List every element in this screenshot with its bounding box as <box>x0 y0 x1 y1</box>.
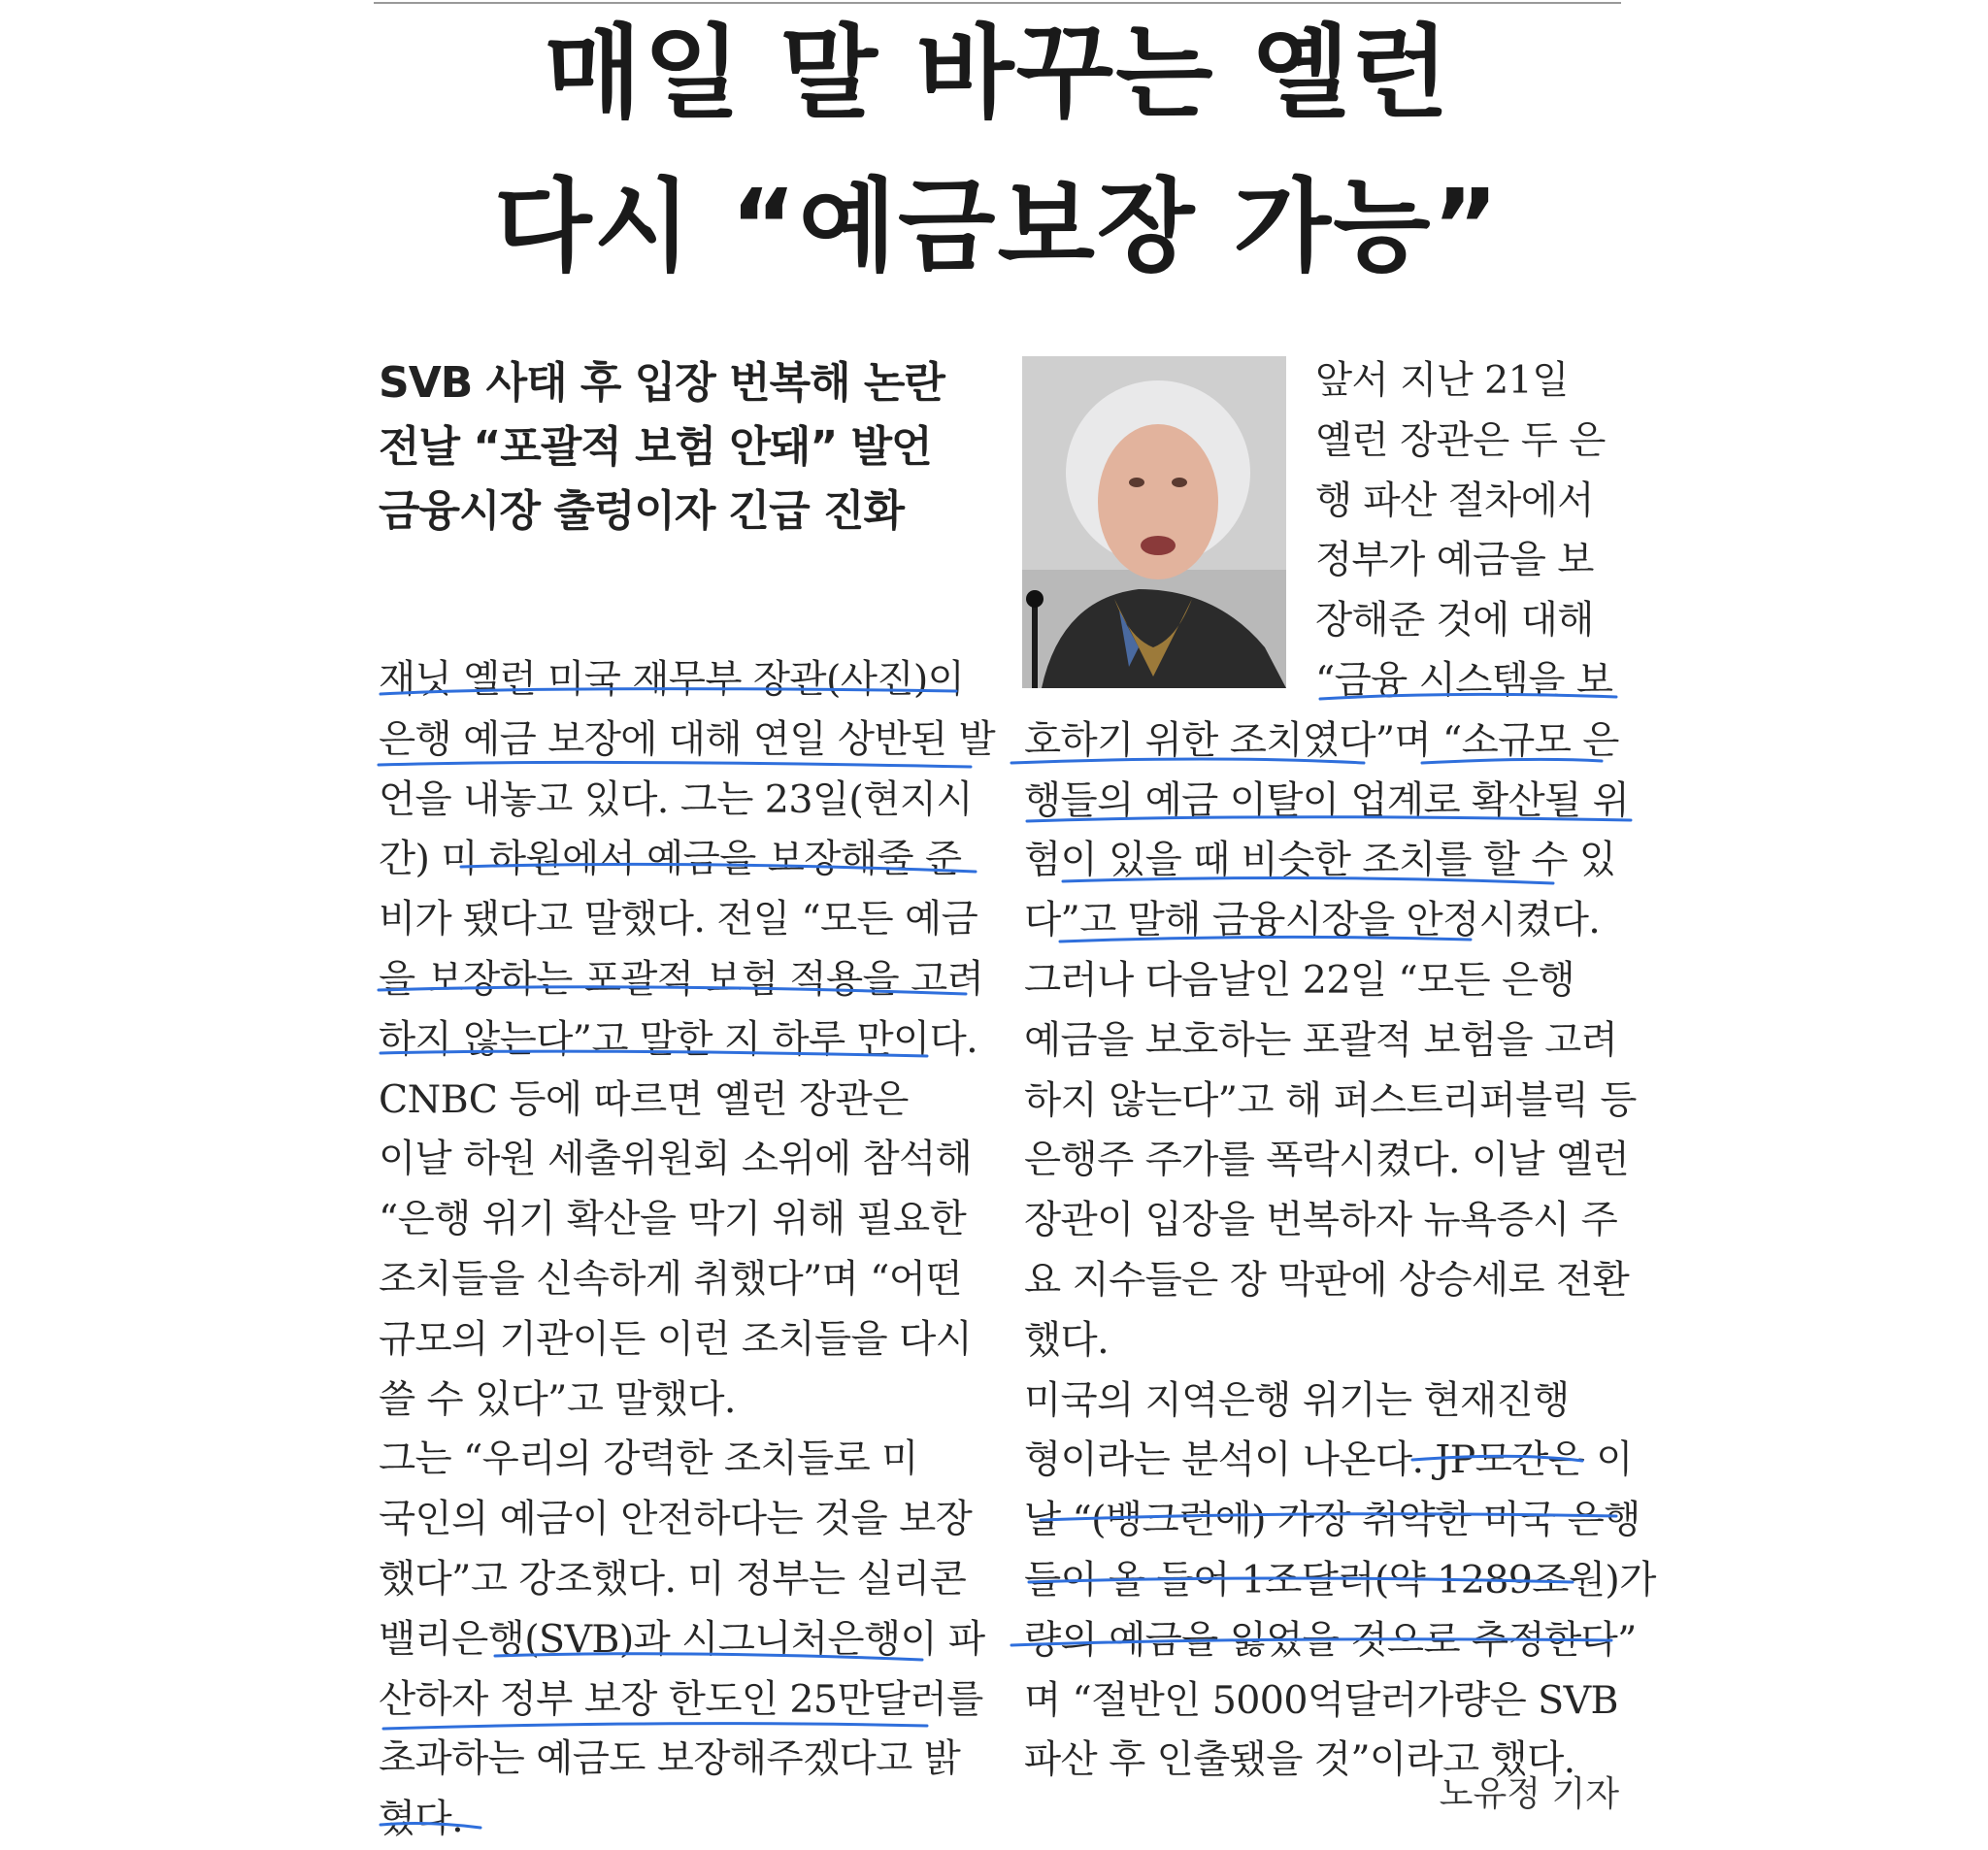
subhead-3: 금융시장 출렁이자 긴급 진화 <box>379 486 905 536</box>
text-line: 을 보장하는 포괄적 보험 적용을 고려 <box>379 956 984 1002</box>
text-line: 했다. <box>1024 1317 1110 1363</box>
subhead-2: 전날 “포괄적 보험 안돼” 발언 <box>379 422 932 472</box>
text-line: 며 “절반인 5000억달러가량은 SVB <box>1024 1677 1618 1723</box>
text-line: 앞서 지난 21일 <box>1315 358 1569 403</box>
text-line: 파산 후 인출됐을 것”이라고 했다. <box>1024 1737 1575 1783</box>
text-line: 행 파산 절차에서 <box>1315 478 1594 523</box>
body-column-left <box>379 650 996 1850</box>
text-line: 날 “(뱅크런에) 가장 취약한 미국 은행 <box>1024 1498 1640 1543</box>
text-line: 했다”고 강조했다. 미 정부는 실리콘 <box>379 1556 967 1602</box>
text-line: 비가 됐다고 말했다. 전일 “모든 예금 <box>379 897 978 942</box>
text-line: 혔다. <box>379 1797 464 1842</box>
text-line: 장관이 입장을 번복하자 뉴욕증시 주 <box>1024 1198 1618 1243</box>
text-line: 국인의 예금이 안전하다는 것을 보장 <box>379 1497 973 1542</box>
text-line: 옐런 장관은 두 은 <box>1315 417 1606 463</box>
body-column-right <box>1024 351 1656 1791</box>
text-line: 요 지수들은 장 막판에 상승세로 전환 <box>1024 1257 1630 1303</box>
text-line: 다”고 말해 금융시장을 안정시켰다. <box>1024 898 1601 943</box>
text-line: 정부가 예금을 보 <box>1315 538 1594 583</box>
text-line: 들이 올 들어 1조달러(약 1289조원)가 <box>1024 1557 1656 1602</box>
text-line: 행들의 예금 이탈이 업계로 확산될 위 <box>1024 777 1630 823</box>
top-rule <box>374 2 1621 4</box>
text-line: 하지 않는다”고 해 퍼스트리퍼블릭 등 <box>1024 1077 1637 1123</box>
text-line: 규모의 기관이든 이런 조치들을 다시 <box>379 1316 973 1362</box>
text-line: 언을 내놓고 있다. 그는 23일(현지시 <box>379 776 973 822</box>
text-line: “은행 위기 확산을 막기 위해 필요한 <box>379 1197 967 1242</box>
text-line: 형이라는 분석이 나온다. JP모간은 이 <box>1024 1437 1633 1483</box>
text-line: 예금을 보호하는 포괄적 보험을 고려 <box>1024 1017 1618 1063</box>
text-line: 산하자 정부 보장 한도인 25만달러를 <box>379 1676 983 1722</box>
text-line: 그는 “우리의 강력한 조치들로 미 <box>379 1437 918 1482</box>
text-line: 쓸 수 있다”고 말했다. <box>379 1376 736 1422</box>
text-line: 그러나 다음날인 22일 “모든 은행 <box>1024 957 1575 1003</box>
text-line: 초과하는 예금도 보장해주겠다고 밝 <box>379 1736 961 1782</box>
text-line: 은행주 주가를 폭락시켰다. 이날 옐런 <box>1024 1138 1630 1183</box>
text-line: 이날 하원 세출위원회 소위에 참석해 <box>379 1137 973 1182</box>
byline: 노유정 기자 <box>1439 1774 1619 1814</box>
text-line: 미국의 지역은행 위기는 현재진행 <box>1024 1377 1570 1423</box>
text-line: 호하기 위한 조치였다”며 “소규모 은 <box>1024 717 1619 763</box>
headline-line-1: 매일 말 바꾸는 옐런 <box>544 14 1451 132</box>
text-line: 장해준 것에 대해 <box>1315 598 1594 644</box>
text-line: “금융 시스템을 보 <box>1315 657 1613 703</box>
headline-line-2: 다시 “예금보장 가능” <box>494 167 1501 285</box>
text-line: 은행 예금 보장에 대해 연일 상반된 발 <box>379 716 996 762</box>
text-line: 험이 있을 때 비슷한 조치를 할 수 있 <box>1024 838 1616 883</box>
text-line: 조치들을 신속하게 취했다”며 “어떤 <box>379 1256 962 1302</box>
text-line: CNBC 등에 따르면 옐런 장관은 <box>379 1076 909 1122</box>
text-line: 하지 않는다”고 말한 지 하루 만이다. <box>379 1016 978 1062</box>
text-line: 밸리은행(SVB)과 시그니처은행이 파 <box>379 1616 985 1662</box>
text-line: 재닛 옐런 미국 재무부 장관(사진)이 <box>379 657 965 702</box>
text-line: 량의 예금을 잃었을 것으로 추정한다” <box>1024 1617 1637 1663</box>
subhead-1: SVB 사태 후 입장 번복해 논란 <box>379 358 944 408</box>
text-line: 간) 미 하원에서 예금을 보장해줄 준 <box>379 837 962 882</box>
